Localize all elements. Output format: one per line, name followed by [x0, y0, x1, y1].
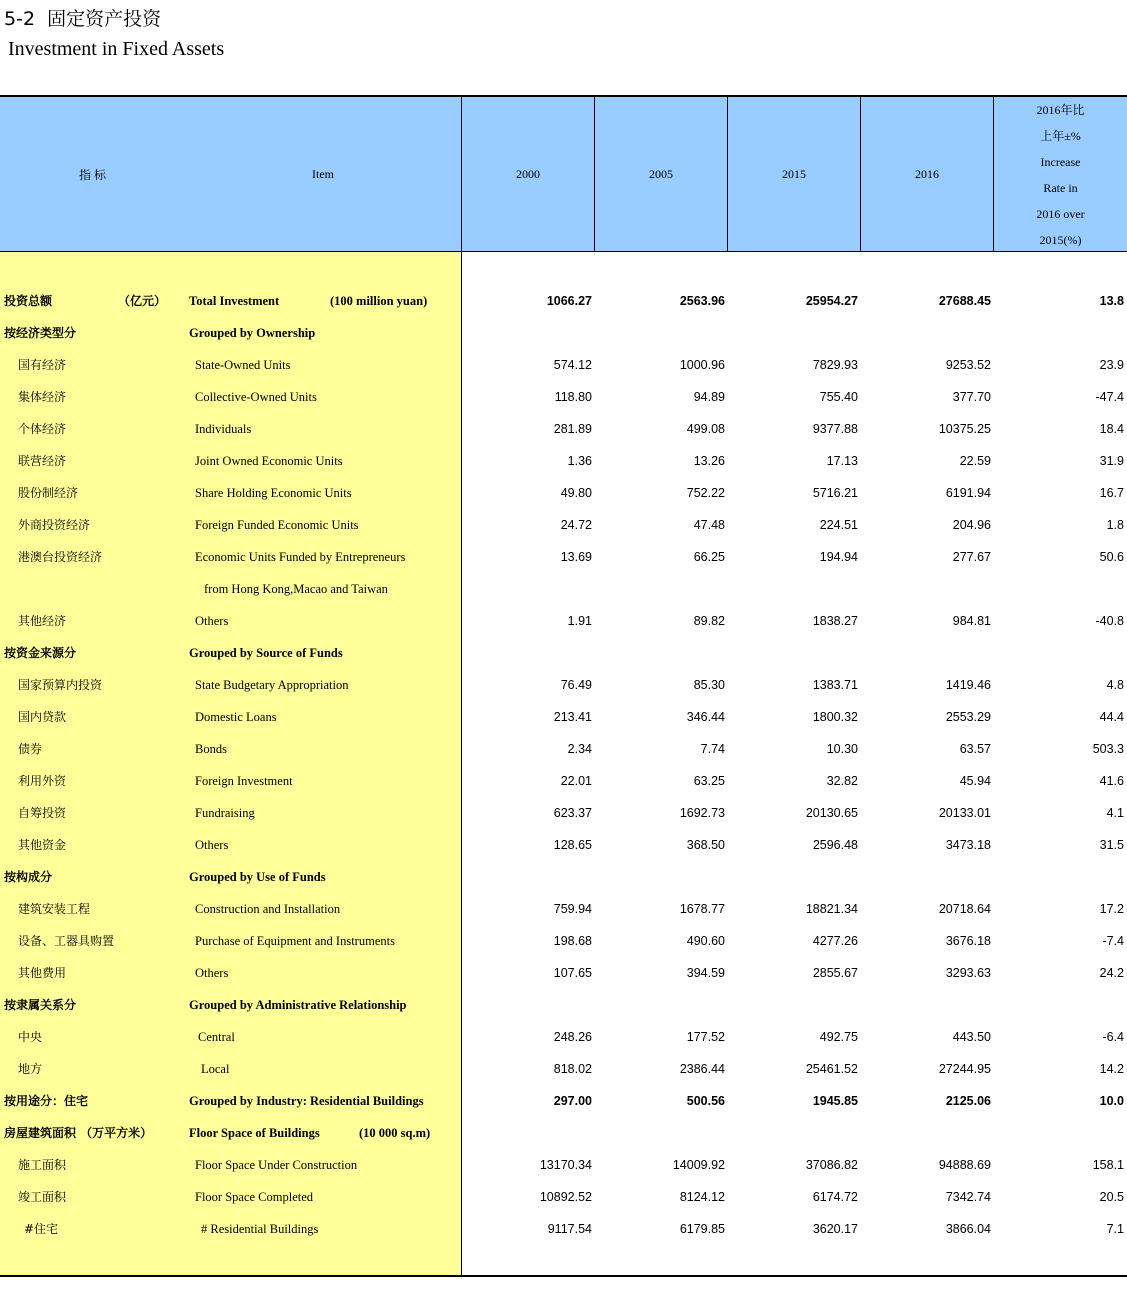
- cell-2015: 18821.34: [805, 902, 858, 916]
- cell-2015: 2855.67: [812, 966, 858, 980]
- cell-2015: 20130.65: [805, 806, 858, 820]
- row-label-en: Others: [195, 614, 229, 628]
- table-row-group: [0, 1116, 1127, 1148]
- table-row: [0, 796, 1127, 828]
- cell-2005: 752.22: [686, 486, 725, 500]
- row-label-cn: 集体经济: [18, 390, 67, 404]
- table-header: [0, 97, 1127, 252]
- cell-rate: 44.4: [1099, 710, 1124, 724]
- row-label-en: Grouped by Ownership: [189, 326, 316, 340]
- cell-rate: 503.3: [1092, 742, 1124, 756]
- cell-2015: 9377.88: [812, 422, 858, 436]
- cell-rate: 23.9: [1099, 358, 1124, 372]
- header-year-label: 2005: [649, 167, 673, 181]
- cell-2005: 1678.77: [679, 902, 725, 916]
- cell-2016: 9253.52: [945, 358, 991, 372]
- cell-2000: 574.12: [553, 358, 592, 372]
- cell-2000: 22.01: [560, 774, 592, 788]
- cell-2015: 4277.26: [812, 934, 858, 948]
- header-item-label: Item: [312, 167, 334, 181]
- row-label-en: Share Holding Economic Units: [195, 486, 352, 500]
- row-label-en: Floor Space of Buildings: [189, 1126, 320, 1140]
- header-year-label: 2016: [915, 167, 939, 181]
- table-row: [0, 380, 1127, 412]
- table-row: [0, 828, 1127, 860]
- cell-2000: 198.68: [553, 934, 592, 948]
- cell-rate: 50.6: [1099, 550, 1124, 564]
- cell-rate: -6.4: [1102, 1030, 1124, 1044]
- page-title-en: Investment in Fixed Assets: [8, 38, 225, 60]
- cell-2016: 2125.06: [945, 1094, 991, 1108]
- row-label-cn: 施工面积: [18, 1158, 67, 1172]
- cell-2015: 7829.93: [812, 358, 858, 372]
- cell-2000: 1066.27: [546, 294, 592, 308]
- cell-2000: 107.65: [553, 966, 592, 980]
- row-label-en: Grouped by Source of Funds: [189, 646, 343, 660]
- cell-2016: 984.81: [952, 614, 991, 628]
- table-row: [0, 284, 1127, 316]
- cell-2015: 1800.32: [812, 710, 858, 724]
- cell-2000: 13.69: [560, 550, 592, 564]
- cell-2000: 297.00: [553, 1094, 592, 1108]
- header-rate-line: Rate in: [1043, 180, 1078, 195]
- cell-rate: 20.5: [1099, 1190, 1124, 1204]
- table-body: [0, 284, 1127, 1244]
- row-label-en: Central: [198, 1030, 235, 1044]
- cell-2016: 20718.64: [938, 902, 991, 916]
- cell-rate: 158.1: [1092, 1158, 1124, 1172]
- header-year-label: 2015: [782, 167, 806, 181]
- header-increase-rate: [993, 97, 1127, 252]
- cell-2005: 346.44: [686, 710, 725, 724]
- cell-rate: 14.2: [1099, 1062, 1124, 1076]
- cell-2000: 759.94: [553, 902, 592, 916]
- cell-2005: 14009.92: [672, 1158, 725, 1172]
- cell-2015: 17.13: [826, 454, 858, 468]
- cell-2016: 277.67: [952, 550, 991, 564]
- header-indicator-label: 指 标: [78, 168, 106, 182]
- header-year-2000: [461, 97, 594, 252]
- cell-2005: 2386.44: [679, 1062, 725, 1076]
- cell-2005: 85.30: [693, 678, 725, 692]
- cell-2015: 25461.52: [805, 1062, 858, 1076]
- cell-2015: 5716.21: [812, 486, 858, 500]
- cell-2005: 2563.96: [679, 294, 725, 308]
- row-label-cn: 按资金来源分: [4, 646, 77, 660]
- page-title-cn: 5-2 固定资产投资: [4, 8, 162, 30]
- cell-2015: 25954.27: [805, 294, 858, 308]
- row-label-cn: 中央: [18, 1030, 43, 1044]
- row-label-cn: 个体经济: [18, 422, 67, 436]
- row-label-cn: 竣工面积: [18, 1190, 67, 1204]
- header-rate-line: 上年±%: [1040, 128, 1081, 143]
- cell-2016: 3866.04: [945, 1222, 991, 1236]
- cell-2016: 27688.45: [938, 294, 991, 308]
- cell-2000: 623.37: [553, 806, 592, 820]
- row-label-cn: 其他资金: [18, 838, 67, 852]
- row-unit-en: (100 million yuan): [330, 294, 428, 308]
- cell-2000: 9117.54: [547, 1222, 592, 1236]
- cell-2016: 3676.18: [945, 934, 991, 948]
- table-row: [0, 1084, 1127, 1116]
- table-row-group: [0, 860, 1127, 892]
- cell-2000: 248.26: [553, 1030, 592, 1044]
- header-rate-line: 2016 over: [1036, 206, 1085, 221]
- header-item-en: [185, 97, 461, 252]
- cell-2000: 2.34: [567, 742, 592, 756]
- cell-2016: 3293.63: [945, 966, 991, 980]
- row-label-cn: 房屋建筑面积 （万平方米）: [4, 1126, 153, 1140]
- cell-2005: 499.08: [686, 422, 725, 436]
- cell-2015: 2596.48: [812, 838, 858, 852]
- cell-2016: 10375.25: [938, 422, 991, 436]
- row-label-cn: 自筹投资: [18, 806, 67, 820]
- table-row-group: [0, 316, 1127, 348]
- row-label-cn: 外商投资经济: [18, 518, 91, 532]
- row-label-en: Others: [195, 838, 229, 852]
- cell-2005: 394.59: [686, 966, 725, 980]
- cell-2015: 1945.85: [812, 1094, 858, 1108]
- table-row: [0, 924, 1127, 956]
- cell-2015: 6174.72: [812, 1190, 858, 1204]
- cell-2016: 443.50: [952, 1030, 991, 1044]
- row-label-en: State Budgetary Appropriation: [195, 678, 349, 692]
- cell-2000: 49.80: [560, 486, 592, 500]
- cell-rate: 31.9: [1099, 454, 1124, 468]
- cell-2005: 490.60: [686, 934, 725, 948]
- table-row: [0, 540, 1127, 572]
- cell-2016: 94888.69: [938, 1158, 991, 1172]
- row-unit-cn: （亿元）: [118, 294, 167, 308]
- table-row: [0, 1148, 1127, 1180]
- cell-2015: 3620.17: [812, 1222, 858, 1236]
- table-row: [0, 764, 1127, 796]
- cell-rate: 1.8: [1106, 518, 1124, 532]
- row-label-cn: #住宅: [24, 1222, 59, 1236]
- cell-2016: 27244.95: [938, 1062, 991, 1076]
- cell-2000: 118.80: [554, 390, 592, 404]
- table-row: [0, 700, 1127, 732]
- cell-rate: 17.2: [1099, 902, 1124, 916]
- row-label-cn: 股份制经济: [18, 486, 79, 500]
- cell-rate: 13.8: [1099, 294, 1124, 308]
- row-label-cn: 按经济类型分: [4, 326, 77, 340]
- cell-2000: 128.65: [553, 838, 592, 852]
- cell-rate: 10.0: [1099, 1094, 1124, 1108]
- header-rate-line: Increase: [1040, 154, 1081, 169]
- cell-2005: 1692.73: [679, 806, 725, 820]
- cell-2015: 224.51: [819, 518, 858, 532]
- row-label-cn: 按用途分：住宅: [4, 1094, 89, 1108]
- row-label-cn: 设备、工器具购置: [18, 934, 115, 948]
- table-row: [0, 732, 1127, 764]
- row-label-en: Domestic Loans: [195, 710, 277, 724]
- table-row: [0, 604, 1127, 636]
- bottom-rule: [0, 1275, 1127, 1277]
- cell-2016: 2553.29: [945, 710, 991, 724]
- cell-2016: 20133.01: [938, 806, 991, 820]
- table-row: [0, 444, 1127, 476]
- cell-2015: 194.94: [819, 550, 858, 564]
- cell-2015: 1383.71: [812, 678, 858, 692]
- table-row-continuation: [0, 572, 1127, 604]
- cell-2015: 37086.82: [805, 1158, 858, 1172]
- table-row-group: [0, 988, 1127, 1020]
- cell-2000: 13170.34: [539, 1158, 592, 1172]
- cell-2000: 24.72: [560, 518, 592, 532]
- row-label-en: Floor Space Under Construction: [195, 1158, 358, 1172]
- row-label-cn: 国内贷款: [18, 710, 67, 724]
- row-label-en: Construction and Installation: [195, 902, 341, 916]
- cell-rate: 18.4: [1099, 422, 1124, 436]
- cell-rate: -40.8: [1095, 614, 1124, 628]
- header-year-label: 2000: [516, 167, 540, 181]
- table-row: [0, 476, 1127, 508]
- row-label-cn: 建筑安装工程: [18, 902, 91, 916]
- header-rate-line: 2015(%): [1039, 232, 1082, 247]
- cell-2000: 1.91: [567, 614, 592, 628]
- row-label-cn: 利用外资: [18, 774, 67, 788]
- table-row: [0, 956, 1127, 988]
- row-label-en: Others: [195, 966, 229, 980]
- cell-2016: 1419.46: [945, 678, 991, 692]
- row-label-cn: 地方: [18, 1062, 43, 1076]
- table-row: [0, 1212, 1127, 1244]
- cell-2016: 204.96: [952, 518, 991, 532]
- cell-2015: 492.75: [819, 1030, 858, 1044]
- cell-2000: 1.36: [567, 454, 592, 468]
- cell-2016: 22.59: [959, 454, 991, 468]
- cell-2016: 6191.94: [945, 486, 991, 500]
- row-label-en: Grouped by Administrative Relationship: [189, 998, 407, 1012]
- cell-2005: 1000.96: [679, 358, 725, 372]
- row-label-cn: 其他费用: [18, 966, 67, 980]
- cell-rate: 7.1: [1106, 1222, 1124, 1236]
- cell-2000: 818.02: [553, 1062, 592, 1076]
- cell-2000: 76.49: [560, 678, 592, 692]
- cell-rate: 41.6: [1099, 774, 1124, 788]
- row-label-cn: 港澳台投资经济: [18, 550, 103, 564]
- cell-2005: 177.52: [686, 1030, 725, 1044]
- cell-rate: 31.5: [1099, 838, 1124, 852]
- cell-2005: 13.26: [693, 454, 725, 468]
- cell-2015: 755.40: [819, 390, 858, 404]
- cell-2005: 47.48: [693, 518, 725, 532]
- cell-2015: 1838.27: [812, 614, 858, 628]
- table-row: [0, 1020, 1127, 1052]
- row-label-cn: 按构成分: [4, 870, 53, 884]
- header-indicator-cn: [0, 97, 185, 252]
- cell-2000: 281.89: [553, 422, 592, 436]
- cell-rate: 16.7: [1099, 486, 1124, 500]
- header-year-2015: [727, 97, 860, 252]
- header-year-2016: [860, 97, 993, 252]
- cell-2005: 94.89: [693, 390, 725, 404]
- cell-2015: 10.30: [826, 742, 858, 756]
- row-label-en: Foreign Investment: [195, 774, 293, 788]
- row-label-en: Joint Owned Economic Units: [195, 454, 343, 468]
- row-label-en: Total Investment: [189, 294, 280, 308]
- cell-2005: 6179.85: [679, 1222, 725, 1236]
- cell-rate: 24.2: [1099, 966, 1124, 980]
- table-row: [0, 1052, 1127, 1084]
- cell-2000: 10892.52: [539, 1190, 592, 1204]
- table-row: [0, 508, 1127, 540]
- row-label-en: # Residential Buildings: [201, 1222, 319, 1236]
- cell-2005: 500.56: [686, 1094, 725, 1108]
- row-label-en: State-Owned Units: [195, 358, 291, 372]
- row-label-en: Floor Space Completed: [195, 1190, 314, 1204]
- row-unit-en: (10 000 sq.m): [359, 1126, 431, 1140]
- row-label-cn: 其他经济: [18, 614, 67, 628]
- table-row: [0, 668, 1127, 700]
- cell-2000: 213.41: [553, 710, 592, 724]
- cell-2005: 89.82: [693, 614, 725, 628]
- table-row-group: [0, 636, 1127, 668]
- table-row: [0, 892, 1127, 924]
- cell-2005: 66.25: [693, 550, 725, 564]
- cell-2005: 8124.12: [679, 1190, 725, 1204]
- cell-2005: 368.50: [686, 838, 725, 852]
- header-rate-line: 2016年比: [1036, 102, 1085, 117]
- row-label-cn: 联营经济: [18, 454, 67, 468]
- row-label-en: Purchase of Equipment and Instruments: [195, 934, 395, 948]
- cell-2016: 377.70: [952, 390, 991, 404]
- row-label-cn: 债券: [18, 742, 43, 756]
- row-label-en: Foreign Funded Economic Units: [195, 518, 359, 532]
- row-label-en: Economic Units Funded by Entrepreneurs: [195, 550, 406, 564]
- row-label-cn: 投资总额: [4, 294, 53, 308]
- row-label-en: from Hong Kong,Macao and Taiwan: [204, 582, 388, 596]
- header-year-2005: [594, 97, 727, 252]
- table-row: [0, 348, 1127, 380]
- cell-rate: -47.4: [1095, 390, 1124, 404]
- row-label-en: Individuals: [195, 422, 252, 436]
- table-row: [0, 1180, 1127, 1212]
- row-label-en: Fundraising: [195, 806, 255, 820]
- cell-2016: 3473.18: [945, 838, 991, 852]
- row-label-cn: 国有经济: [18, 358, 67, 372]
- row-label-en: Collective-Owned Units: [195, 390, 317, 404]
- row-label-cn: 国家预算内投资: [18, 678, 103, 692]
- row-label-en: Local: [201, 1062, 230, 1076]
- cell-2005: 63.25: [693, 774, 725, 788]
- cell-2016: 63.57: [959, 742, 991, 756]
- cell-2016: 7342.74: [945, 1190, 991, 1204]
- row-label-en: Grouped by Industry: Residential Buildings: [189, 1094, 424, 1108]
- cell-2016: 45.94: [959, 774, 991, 788]
- cell-rate: 4.8: [1106, 678, 1124, 692]
- row-label-en: Grouped by Use of Funds: [189, 870, 326, 884]
- row-label-en: Bonds: [195, 742, 227, 756]
- cell-2005: 7.74: [700, 742, 725, 756]
- row-label-cn: 按隶属关系分: [4, 998, 77, 1012]
- cell-2015: 32.82: [826, 774, 858, 788]
- cell-rate: -7.4: [1102, 934, 1124, 948]
- cell-rate: 4.1: [1106, 806, 1124, 820]
- table-row: [0, 412, 1127, 444]
